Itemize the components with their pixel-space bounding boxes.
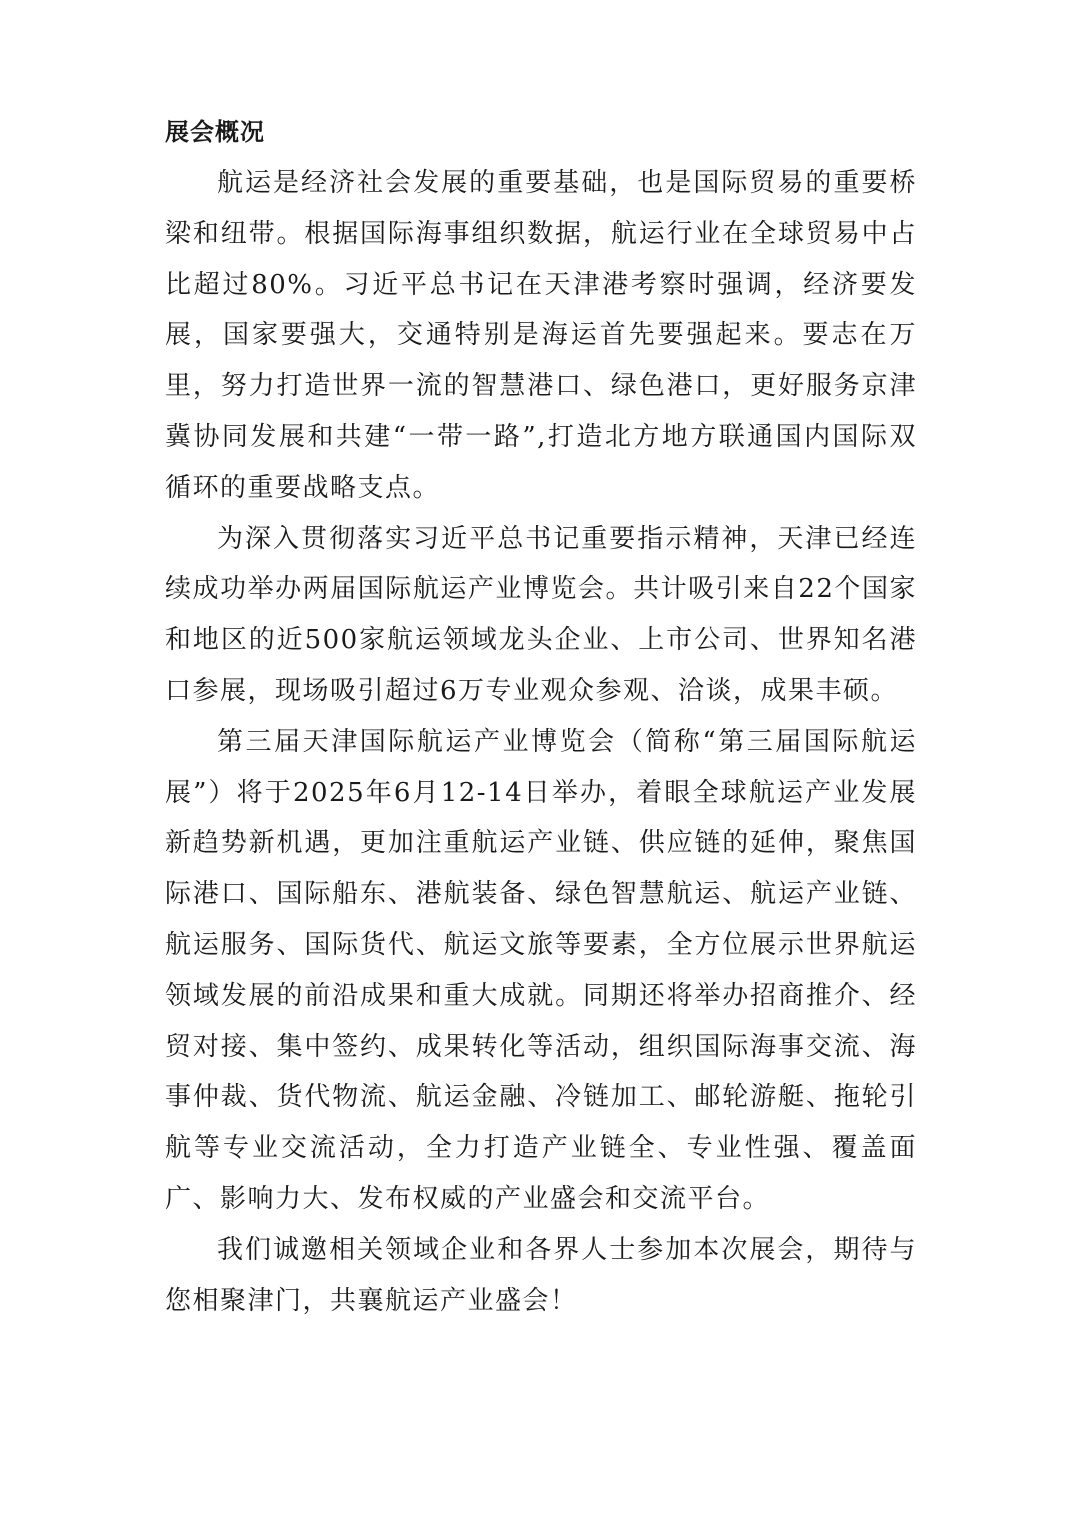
document-page	[165, 112, 917, 1326]
paragraph-previous-expos: 为深入贯彻落实习近平总书记重要指示精神，天津已经连续成功举办两届国际航运产业博览会。共计吸引来自22个国家和地区的近500家航运领域龙头企业、上市公司、世界知名港口参展，现场吸引超过6万专业观众参观、洽谈，成果丰硕。	[165, 523, 917, 706]
section-title: 展会概况	[165, 118, 265, 146]
paragraph-shipping-importance: 航运是经济社会发展的重要基础，也是国际贸易的重要桥梁和纽带。根据国际海事组织数据，航运行业在全球贸易中占比超过80%。习近平总书记在天津港考察时强调，经济要发展，国家要强大，交通特别是海运首先要强起来。要志在万里，努力打造世界一流的智慧港口、绿色港口，更好服务京津冀协同发展和共建“一带一路”,打造北方地方联通国内国际双循环的重要战略支点。	[165, 168, 917, 503]
paragraph-invitation: 我们诚邀相关领域企业和各界人士参加本次展会，期待与您相聚津门，共襄航运产业盛会！	[165, 1234, 917, 1316]
paragraph-third-expo: 第三届天津国际航运产业博览会（简称“第三届国际航运展”）将于2025年6月12-14日举办，着眼全球航运产业发展新趋势新机遇，更加注重航运产业链、供应链的延伸，聚焦国际港口、国际船东、港航装备、绿色智慧航运、航运产业链、航运服务、国际货代、航运文旅等要素，全方位展示世界航运领域发展的前沿成果和重大成就。同期还将举办招商推介、经贸对接、集中签约、成果转化等活动，组织国际海事交流、海事仲裁、货代物流、航运金融、冷链加工、邮轮游艇、拖轮引航等专业交流活动，全力打造产业链全、专业性强、覆盖面广、影响力大、发布权威的产业盛会和交流平台。	[165, 726, 917, 1214]
